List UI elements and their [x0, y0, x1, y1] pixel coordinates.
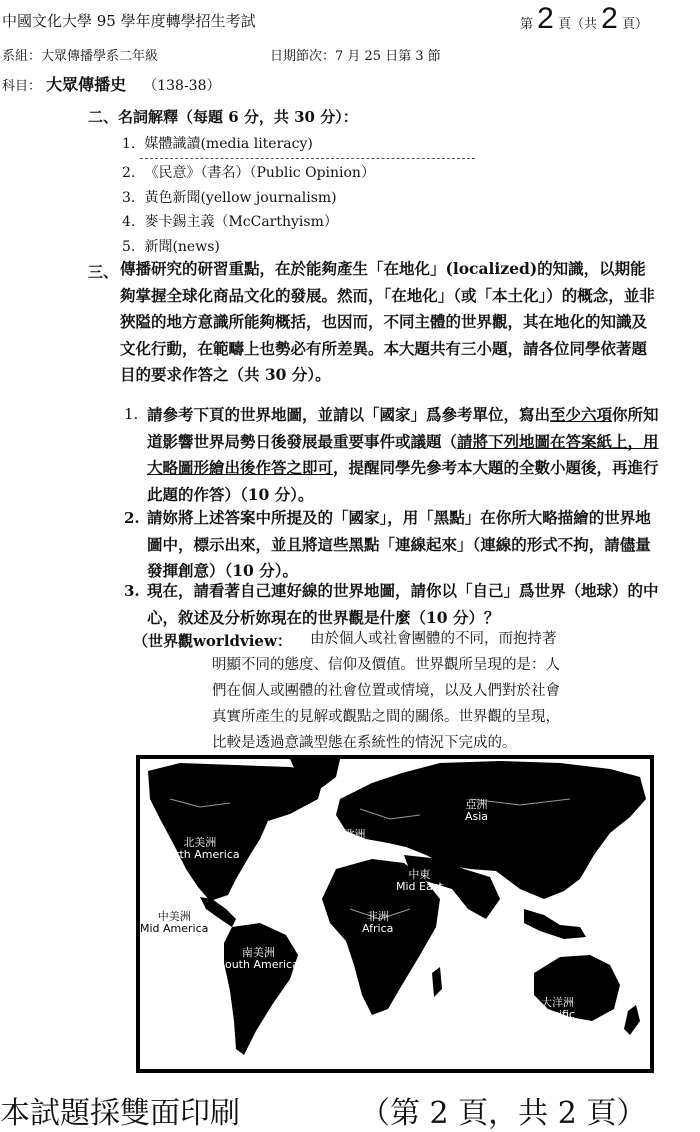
divider-line: [140, 158, 475, 159]
footer-page-note: （第 2 頁，共 2 頁）: [360, 1096, 647, 1131]
map-label-zh: 大洋洲: [540, 996, 574, 1009]
subject-code: （138-38）: [143, 78, 221, 94]
map-label-africa: [362, 911, 393, 935]
q1-text-b: 至少六項: [550, 405, 613, 424]
worldview-note-label: （世界觀worldview：: [133, 632, 292, 650]
map-label-north-america: [160, 837, 240, 861]
term-number: 2.: [122, 165, 136, 181]
term-item-1: [122, 133, 313, 153]
term-text: 媒體識讀(media literacy): [144, 136, 313, 152]
map-label-zh: 南美洲: [241, 946, 275, 959]
page-indicator: [520, 2, 648, 36]
map-label-en: Pacific: [540, 1008, 575, 1021]
term-text: 《民意》（書名）（Public Opinion）: [144, 165, 375, 181]
term-item-4: [122, 211, 338, 231]
subject-name: 大眾傳播史: [46, 75, 127, 94]
term-item-5: [122, 236, 220, 256]
section-3-intro: 傳播研究的研習重點，在於能夠產生「在地化」(localized)的知識，以期能夠掌握全球化商品文化的發展。然而，「在地化」（或「本土化」）的概念，並非狹隘的地方意識所能夠概括，也因而，不同主體的世界觀，其在地化的知識及文化行動，在範疇上也勢必有所差異。本大題共有三小題，請各位同學依著題目的要求作答之（共 30 分）。: [120, 259, 655, 384]
question-2-number: 2.: [124, 509, 140, 527]
term-text: 新聞(news): [144, 239, 220, 255]
section-2-title: 二、名詞解釋（每題 6 分，共 30 分）：: [88, 108, 358, 126]
map-label-europe: [335, 829, 374, 853]
subject-label: 科目：: [2, 79, 42, 94]
term-number: 4.: [122, 214, 136, 230]
map-label-zh: 中東: [408, 868, 431, 881]
q1-text-e: ，提醒同學先參考本大題的全數小題後，再進行此題的作答）（10 分）。: [147, 458, 659, 504]
south-america-shape: [224, 923, 298, 1055]
page-label-mid: 頁（共: [557, 17, 597, 32]
new-zealand-shape: [624, 1005, 640, 1035]
map-label-south-america: [218, 947, 299, 971]
term-number: 5.: [122, 239, 136, 255]
map-label-asia: [465, 799, 488, 823]
exam-title: 中國文化大學 95 學年度轉學招生考試: [2, 12, 256, 30]
subject-line: [2, 72, 221, 95]
map-label-zh: 歐洲: [343, 828, 366, 841]
q1-text-c: 你所知道影響世界局勢日後發展最重要事件或議題（: [147, 405, 659, 451]
map-label-en: Mid America: [140, 922, 209, 935]
term-text: 麥卡錫主義（McCarthyism）: [144, 214, 338, 230]
term-item-2: [122, 162, 375, 182]
map-label-zh: 亞洲: [465, 798, 488, 811]
map-label-mid-america: [140, 911, 208, 935]
map-label-en: North America: [160, 848, 240, 861]
map-label-en: Asia: [465, 810, 489, 823]
madagascar-shape: [432, 967, 442, 997]
map-label-zh: 北美洲: [183, 836, 217, 849]
map-label-mid-east: [396, 869, 443, 893]
question-1-number: 1.: [124, 405, 139, 423]
question-2: 請妳將上述答案中所提及的「國家」，用「黑點」在你所大略描繪的世界地圖中，標示出來，並且將這些黑點「連線起來」（連線的形式不拘，請儘量發揮創意）（10 分）。: [147, 508, 651, 580]
map-label-zh: 中美洲: [157, 910, 191, 923]
schedule-line: 日期節次：7 月 25 日第 3 節: [270, 49, 441, 64]
question-1: [147, 402, 662, 508]
map-label-en: Mid East: [396, 880, 443, 893]
q1-text-a: 請參考下頁的世界地圖，並請以「國家」爲參考單位，寫出: [147, 405, 551, 424]
worldview-note-text: 由於個人或社會團體的不同，而抱持著明顯不同的態度、信仰及價值。世界觀所呈現的是：人們在個人或團體的社會位置或情境，以及人們對於社會真實所產生的見解或觀點之間的關係。世界觀的呈現，比較是透過意識型態在系統性的情況下完成的。: [212, 631, 560, 751]
question-3-number: 3.: [124, 582, 140, 600]
map-label-en: South America: [218, 958, 299, 971]
term-text: 黃色新聞(yellow journalism): [144, 190, 337, 206]
world-map-graphic: [140, 759, 650, 1069]
map-label-en: Africa: [362, 922, 394, 935]
term-item-3: [122, 187, 337, 207]
question-3: 現在，請看著自己連好線的世界地圖，請你以「自己」爲世界（地球）的中心，敘述及分析妳現在的世界觀是什麼（10 分）？: [147, 581, 659, 627]
section-3-label: 三、: [88, 263, 119, 281]
q1-text-d: 請將下列地圖在答案紙上，用大略圖形繪出後作答之即可: [147, 431, 659, 477]
term-number: 1.: [122, 136, 136, 152]
page-total: 2: [601, 2, 618, 35]
map-label-zh: 非洲: [366, 910, 389, 923]
page-label-prefix: 第: [520, 17, 534, 32]
dept-line: 系組：大眾傳播學系二年級: [2, 49, 159, 64]
world-map: [136, 755, 654, 1073]
term-number: 3.: [122, 190, 136, 206]
se-asia-islands-shape: [524, 909, 586, 939]
map-label-en: Europe: [335, 840, 374, 853]
page-number: 2: [537, 2, 554, 35]
north-america-shape: [148, 763, 325, 901]
footer-print-note: 本試題採雙面印刷: [0, 1096, 240, 1131]
map-label-pacific: [540, 997, 575, 1021]
page-label-suffix: 頁）: [621, 17, 648, 32]
